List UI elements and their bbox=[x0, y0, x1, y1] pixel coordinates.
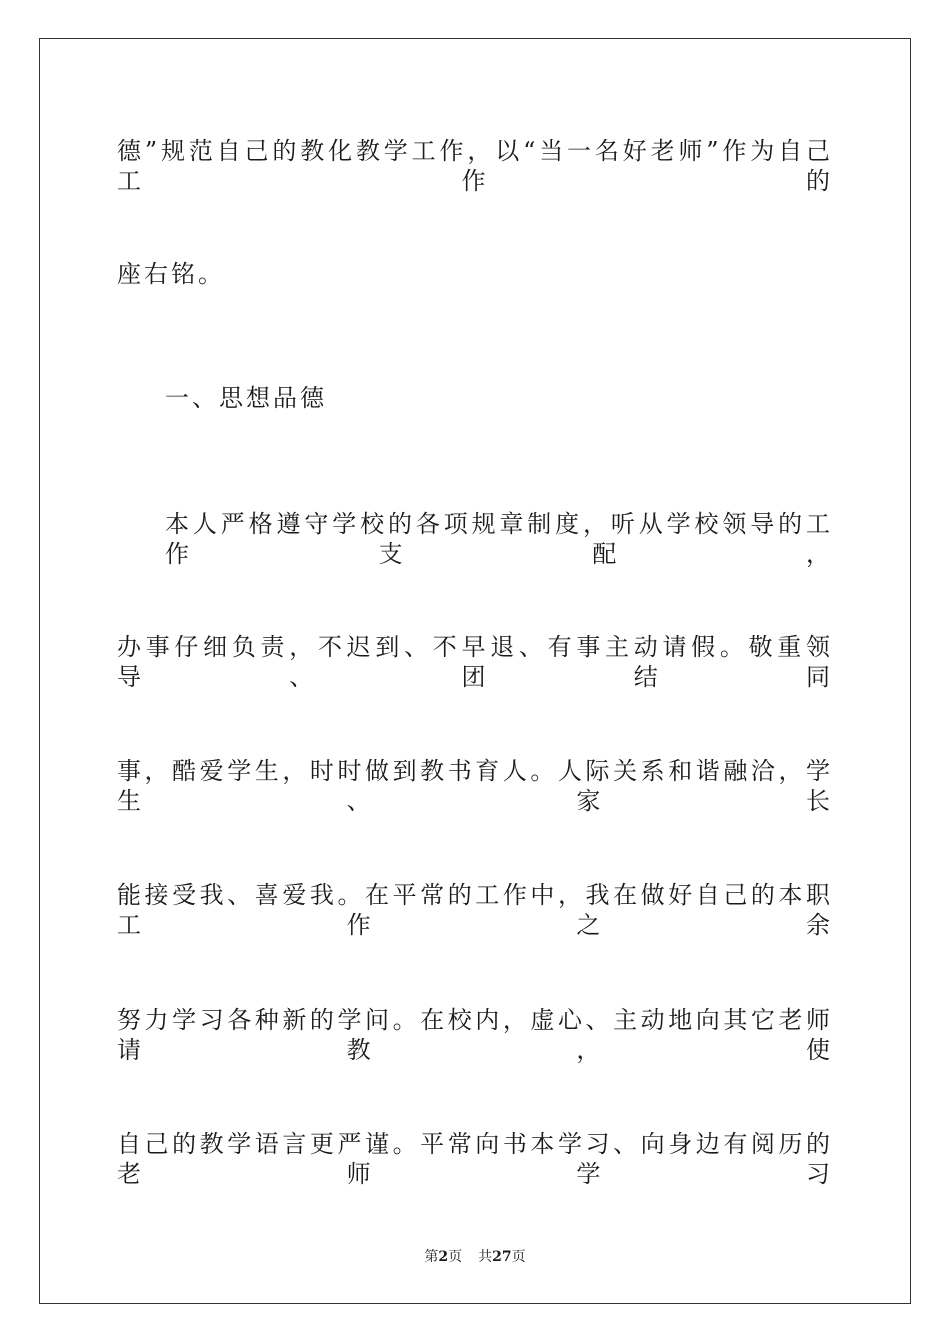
paragraph-line-8: 自己的教学语言更严谨。平常向书本学习、向身边有阅历的老师学习 bbox=[117, 1130, 833, 1188]
paragraph-line-7: 努力学习各种新的学问。在校内，虚心、主动地向其它老师请教，使 bbox=[117, 1006, 833, 1064]
paragraph-line-6: 能接受我、喜爱我。在平常的工作中，我在做好自己的本职工作之余 bbox=[117, 881, 833, 939]
total-pages: 27 bbox=[492, 1249, 512, 1265]
section-heading: 一、思想品德 bbox=[165, 384, 327, 412]
page-suffix: 页 bbox=[448, 1249, 463, 1265]
paragraph-line-4: 办事仔细负责，不迟到、不早退、有事主动请假。敬重领导、团结同 bbox=[117, 633, 833, 691]
page-number: 2 bbox=[438, 1249, 449, 1265]
page-footer bbox=[0, 1248, 950, 1266]
total-prefix: 共 bbox=[478, 1249, 493, 1265]
paragraph-line-5: 事，酷爱学生，时时做到教书育人。人际关系和谐融洽，学生、家长 bbox=[117, 757, 833, 815]
paragraph-line-3: 本人严格遵守学校的各项规章制度，听从学校领导的工作支配， bbox=[165, 510, 833, 568]
page-prefix: 第 bbox=[424, 1249, 439, 1265]
paragraph-line-1: 德”规范自己的教化教学工作，以“当一名好老师”作为自己工作的 bbox=[117, 137, 833, 195]
paragraph-line-2: 座右铭。 bbox=[117, 260, 225, 288]
total-suffix: 页 bbox=[511, 1249, 526, 1265]
